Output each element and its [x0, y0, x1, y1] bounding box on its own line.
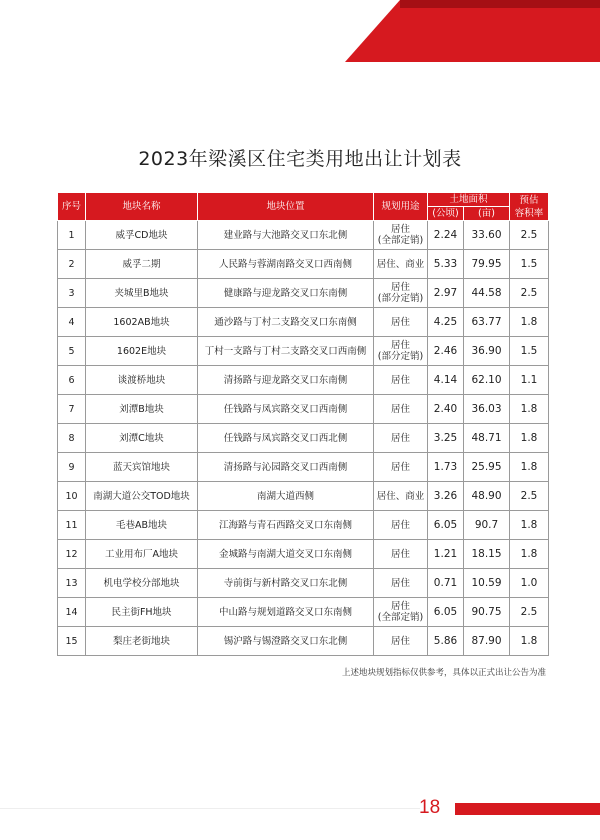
cell-usage-line: 居住: [390, 577, 410, 589]
cell-name: 威孚CD地块: [86, 221, 198, 250]
cell-usage: [374, 308, 428, 337]
cell-area-ha: 4.25: [428, 308, 464, 337]
cell-location: 寺前街与新村路交叉口东北侧: [198, 569, 374, 598]
cell-index: 5: [58, 337, 86, 366]
table-row: [58, 308, 549, 337]
cell-usage-line: 居住: [390, 519, 410, 531]
cell-name: 南湖大道公交TOD地块: [86, 482, 198, 511]
table-row: [58, 598, 549, 627]
header-index: 序号: [58, 193, 86, 221]
table-header-row: [58, 193, 549, 207]
cell-usage-line: 居住: [390, 403, 410, 415]
header-usage: 规划用途: [374, 193, 428, 221]
header-name: 地块名称: [86, 193, 198, 221]
cell-far: 1.8: [510, 627, 549, 656]
cell-area-ha: 2.97: [428, 279, 464, 308]
cell-location: 人民路与蓉湖南路交叉口西南侧: [198, 250, 374, 279]
cell-area-mu: 25.95: [464, 453, 510, 482]
cell-usage: [374, 627, 428, 656]
header-location: 地块位置: [198, 193, 374, 221]
table-row: [58, 337, 549, 366]
cell-usage: [374, 598, 428, 627]
cell-usage: [374, 395, 428, 424]
table-row: [58, 511, 549, 540]
cell-location: 江海路与青石西路交叉口东南侧: [198, 511, 374, 540]
cell-area-ha: 2.24: [428, 221, 464, 250]
cell-index: 2: [58, 250, 86, 279]
cell-usage: [374, 221, 428, 250]
cell-area-ha: 2.46: [428, 337, 464, 366]
cell-usage: [374, 482, 428, 511]
table-row: [58, 279, 549, 308]
table-body: [58, 221, 549, 656]
cell-index: 15: [58, 627, 86, 656]
header-area-group: 土地面积: [428, 193, 510, 207]
cell-index: 8: [58, 424, 86, 453]
cell-area-ha: 5.86: [428, 627, 464, 656]
cell-name: 民主街FH地块: [86, 598, 198, 627]
cell-location: 任钱路与凤宾路交叉口西北侧: [198, 424, 374, 453]
cell-name: 夹城里B地块: [86, 279, 198, 308]
cell-far: 2.5: [510, 598, 549, 627]
cell-area-ha: 3.25: [428, 424, 464, 453]
cell-area-ha: 0.71: [428, 569, 464, 598]
table-row: [58, 540, 549, 569]
cell-index: 11: [58, 511, 86, 540]
cell-area-ha: 6.05: [428, 511, 464, 540]
cell-area-mu: 48.71: [464, 424, 510, 453]
cell-usage: [374, 424, 428, 453]
page-number: 18: [419, 797, 441, 818]
cell-index: 13: [58, 569, 86, 598]
cell-name: 梨庄老街地块: [86, 627, 198, 656]
cell-far: 1.8: [510, 453, 549, 482]
cell-name: 1602AB地块: [86, 308, 198, 337]
cell-usage-line: 居住、商业: [376, 258, 425, 270]
cell-far: 1.8: [510, 395, 549, 424]
page-title: 2023年梁溪区住宅类用地出让计划表: [138, 148, 462, 170]
cell-usage-line: (全部定销): [377, 612, 424, 623]
cell-location: 丁村一支路与丁村二支路交叉口西南侧: [198, 337, 374, 366]
header-decoration-stripe: [400, 0, 600, 8]
cell-far: 2.5: [510, 482, 549, 511]
cell-area-ha: 2.40: [428, 395, 464, 424]
cell-usage: [374, 569, 428, 598]
cell-usage: [374, 453, 428, 482]
table-row: [58, 424, 549, 453]
footnote: 上述地块规划指标仅供参考，具体以正式出让公告为准: [341, 668, 546, 678]
cell-usage: [374, 511, 428, 540]
cell-far: 1.5: [510, 337, 549, 366]
land-plan-table: [57, 192, 549, 656]
cell-index: 6: [58, 366, 86, 395]
cell-location: 清扬路与迎龙路交叉口东南侧: [198, 366, 374, 395]
header-far-line2: 容积率: [514, 207, 544, 219]
cell-area-mu: 62.10: [464, 366, 510, 395]
cell-location: 南湖大道西侧: [198, 482, 374, 511]
cell-far: 1.8: [510, 308, 549, 337]
cell-usage: [374, 366, 428, 395]
cell-usage-line: 居住: [390, 374, 410, 386]
cell-name: 谈渡桥地块: [86, 366, 198, 395]
cell-usage-line: (部分定销): [377, 351, 424, 362]
cell-name: 刘潭C地块: [86, 424, 198, 453]
cell-name: 威孚二期: [86, 250, 198, 279]
table-row: [58, 627, 549, 656]
cell-area-mu: 48.90: [464, 482, 510, 511]
cell-location: 任钱路与凤宾路交叉口西南侧: [198, 395, 374, 424]
cell-index: 4: [58, 308, 86, 337]
cell-name: 机电学校分部地块: [86, 569, 198, 598]
table-row: [58, 221, 549, 250]
cell-area-mu: 87.90: [464, 627, 510, 656]
cell-area-mu: 90.7: [464, 511, 510, 540]
cell-index: 10: [58, 482, 86, 511]
cell-index: 14: [58, 598, 86, 627]
cell-area-mu: 63.77: [464, 308, 510, 337]
cell-usage-line: 居住: [390, 282, 410, 293]
cell-area-ha: 3.26: [428, 482, 464, 511]
cell-index: 3: [58, 279, 86, 308]
cell-usage-line: 居住: [390, 635, 410, 647]
cell-area-ha: 6.05: [428, 598, 464, 627]
header-decoration-band: [345, 0, 600, 62]
table-row: [58, 395, 549, 424]
cell-usage-line: 居住: [390, 316, 410, 328]
header-area-ha: (公顷): [428, 207, 464, 221]
cell-far: 2.5: [510, 221, 549, 250]
cell-area-ha: 1.21: [428, 540, 464, 569]
cell-location: 锡沪路与锡澄路交叉口东北侧: [198, 627, 374, 656]
cell-usage-line: 居住: [390, 601, 410, 612]
cell-area-mu: 33.60: [464, 221, 510, 250]
cell-index: 9: [58, 453, 86, 482]
cell-usage-line: 居住: [390, 461, 410, 473]
cell-usage-line: 居住: [390, 340, 410, 351]
cell-usage-line: 居住: [390, 548, 410, 560]
table-row: [58, 366, 549, 395]
cell-far: 1.8: [510, 511, 549, 540]
cell-far: 1.8: [510, 540, 549, 569]
cell-area-mu: 36.90: [464, 337, 510, 366]
cell-location: 健康路与迎龙路交叉口东南侧: [198, 279, 374, 308]
cell-area-ha: 4.14: [428, 366, 464, 395]
cell-name: 蓝天宾馆地块: [86, 453, 198, 482]
table-row: [58, 569, 549, 598]
cell-location: 中山路与规划道路交叉口东南侧: [198, 598, 374, 627]
header-area-mu: (亩): [464, 207, 510, 221]
cell-name: 毛巷AB地块: [86, 511, 198, 540]
cell-location: 清扬路与沁园路交叉口西南侧: [198, 453, 374, 482]
cell-usage: [374, 250, 428, 279]
cell-index: 12: [58, 540, 86, 569]
cell-area-mu: 90.75: [464, 598, 510, 627]
cell-area-ha: 1.73: [428, 453, 464, 482]
table-row: [58, 250, 549, 279]
cell-index: 1: [58, 221, 86, 250]
footer-decoration-bar: [455, 803, 600, 815]
cell-usage-line: (部分定销): [377, 293, 424, 304]
cell-area-mu: 79.95: [464, 250, 510, 279]
cell-area-ha: 5.33: [428, 250, 464, 279]
table-row: [58, 453, 549, 482]
cell-location: 通沙路与丁村二支路交叉口东南侧: [198, 308, 374, 337]
cell-usage: [374, 279, 428, 308]
cell-far: 1.0: [510, 569, 549, 598]
cell-usage-line: 居住: [390, 432, 410, 444]
cell-name: 刘潭B地块: [86, 395, 198, 424]
cell-index: 7: [58, 395, 86, 424]
cell-far: 1.5: [510, 250, 549, 279]
cell-usage: [374, 540, 428, 569]
cell-name: 1602E地块: [86, 337, 198, 366]
cell-area-mu: 36.03: [464, 395, 510, 424]
cell-usage-line: 居住: [390, 224, 410, 235]
cell-name: 工业用布厂A地块: [86, 540, 198, 569]
header-far-line1: 预估: [519, 194, 539, 206]
cell-area-mu: 18.15: [464, 540, 510, 569]
cell-far: 1.8: [510, 424, 549, 453]
cell-usage-line: (全部定销): [377, 235, 424, 246]
cell-far: 2.5: [510, 279, 549, 308]
cell-far: 1.1: [510, 366, 549, 395]
header-far: [510, 193, 549, 221]
cell-usage-line: 居住、商业: [376, 490, 425, 502]
cell-area-mu: 10.59: [464, 569, 510, 598]
table-row: [58, 482, 549, 511]
cell-usage: [374, 337, 428, 366]
cell-location: 建业路与大池路交叉口东北侧: [198, 221, 374, 250]
footer-divider: [0, 808, 420, 809]
cell-location: 金城路与南湖大道交叉口东南侧: [198, 540, 374, 569]
cell-area-mu: 44.58: [464, 279, 510, 308]
